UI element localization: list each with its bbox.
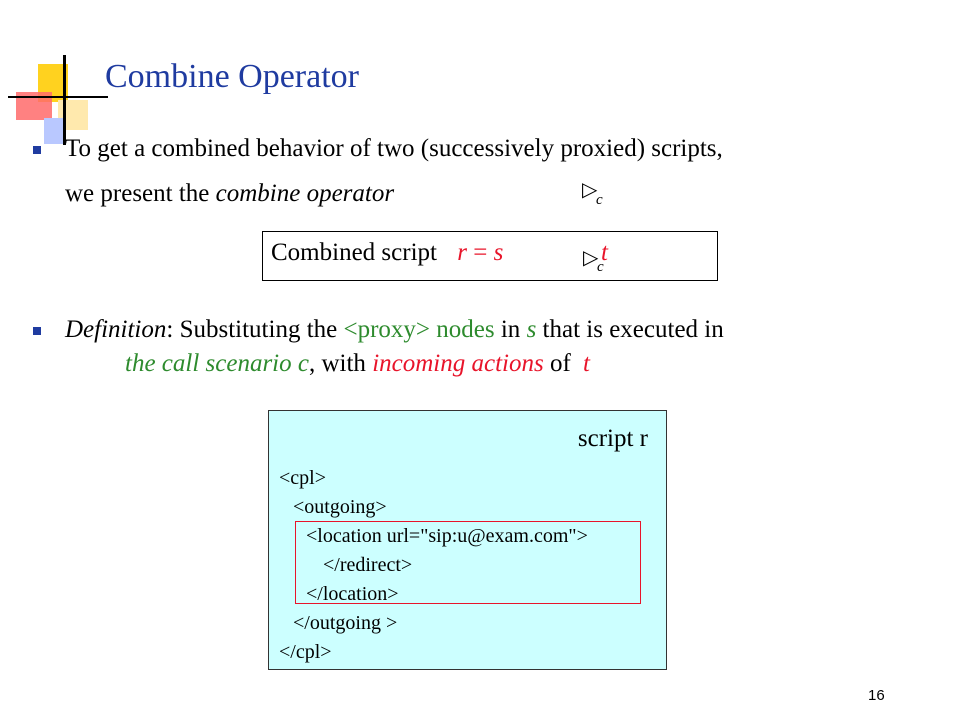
substituted-nodes-highlight xyxy=(295,521,641,604)
operator-subscript: c xyxy=(597,259,604,275)
combine-operator-term: combine operator xyxy=(215,180,395,207)
triangle-operator-icon: ▷ xyxy=(583,247,599,269)
code-box-header xyxy=(578,425,648,453)
executed-text: that is executed in xyxy=(536,316,724,343)
code-header-text: script r xyxy=(577,425,648,452)
with-text: , with xyxy=(308,350,373,377)
combined-script-box xyxy=(262,231,718,281)
combine-operator-symbol xyxy=(582,179,603,208)
var-s: s xyxy=(526,316,537,343)
definition-term: Definition xyxy=(65,316,167,343)
bullet1-line2-prefix: we present the xyxy=(65,180,216,207)
triangle-operator-icon: ▷ xyxy=(582,179,598,201)
call-scenario-text: the call scenario c xyxy=(125,350,309,377)
bullet1-line2 xyxy=(65,176,394,212)
definition-text: : Substituting the xyxy=(166,316,344,343)
bullet-marker xyxy=(33,327,41,335)
code-line: </cpl> xyxy=(279,641,332,663)
var-s: s xyxy=(493,239,504,266)
var-t: t xyxy=(601,239,608,266)
combined-script-label: Combined script xyxy=(271,239,437,266)
in-text: in xyxy=(494,316,527,343)
var-r: r xyxy=(457,239,467,266)
var-t: t xyxy=(583,350,590,377)
incoming-actions-text: incoming actions xyxy=(372,350,544,377)
code-line: </redirect> xyxy=(323,554,413,576)
slide-title: Combine Operator xyxy=(105,58,359,95)
proxy-nodes-text: <proxy> nodes xyxy=(343,316,495,343)
operator-subscript: c xyxy=(596,192,603,208)
page-number: 16 xyxy=(868,687,885,704)
of-text: of xyxy=(543,350,578,377)
equals-sign: = xyxy=(466,239,494,266)
code-line: <location url="sip:u@exam.com"> xyxy=(306,525,588,547)
code-line: </location> xyxy=(306,583,399,605)
code-line: <outgoing> xyxy=(293,496,387,518)
bullet-marker xyxy=(33,146,41,154)
bullet1-line1: To get a combined behavior of two (successively proxied) scripts, xyxy=(65,135,723,162)
code-line: <cpl> xyxy=(279,467,326,489)
combine-operator-symbol xyxy=(583,247,604,275)
bullet2-line2 xyxy=(125,346,590,382)
code-line: </outgoing > xyxy=(293,612,398,634)
combined-script-formula xyxy=(271,239,503,267)
bullet2-line1 xyxy=(65,312,724,348)
